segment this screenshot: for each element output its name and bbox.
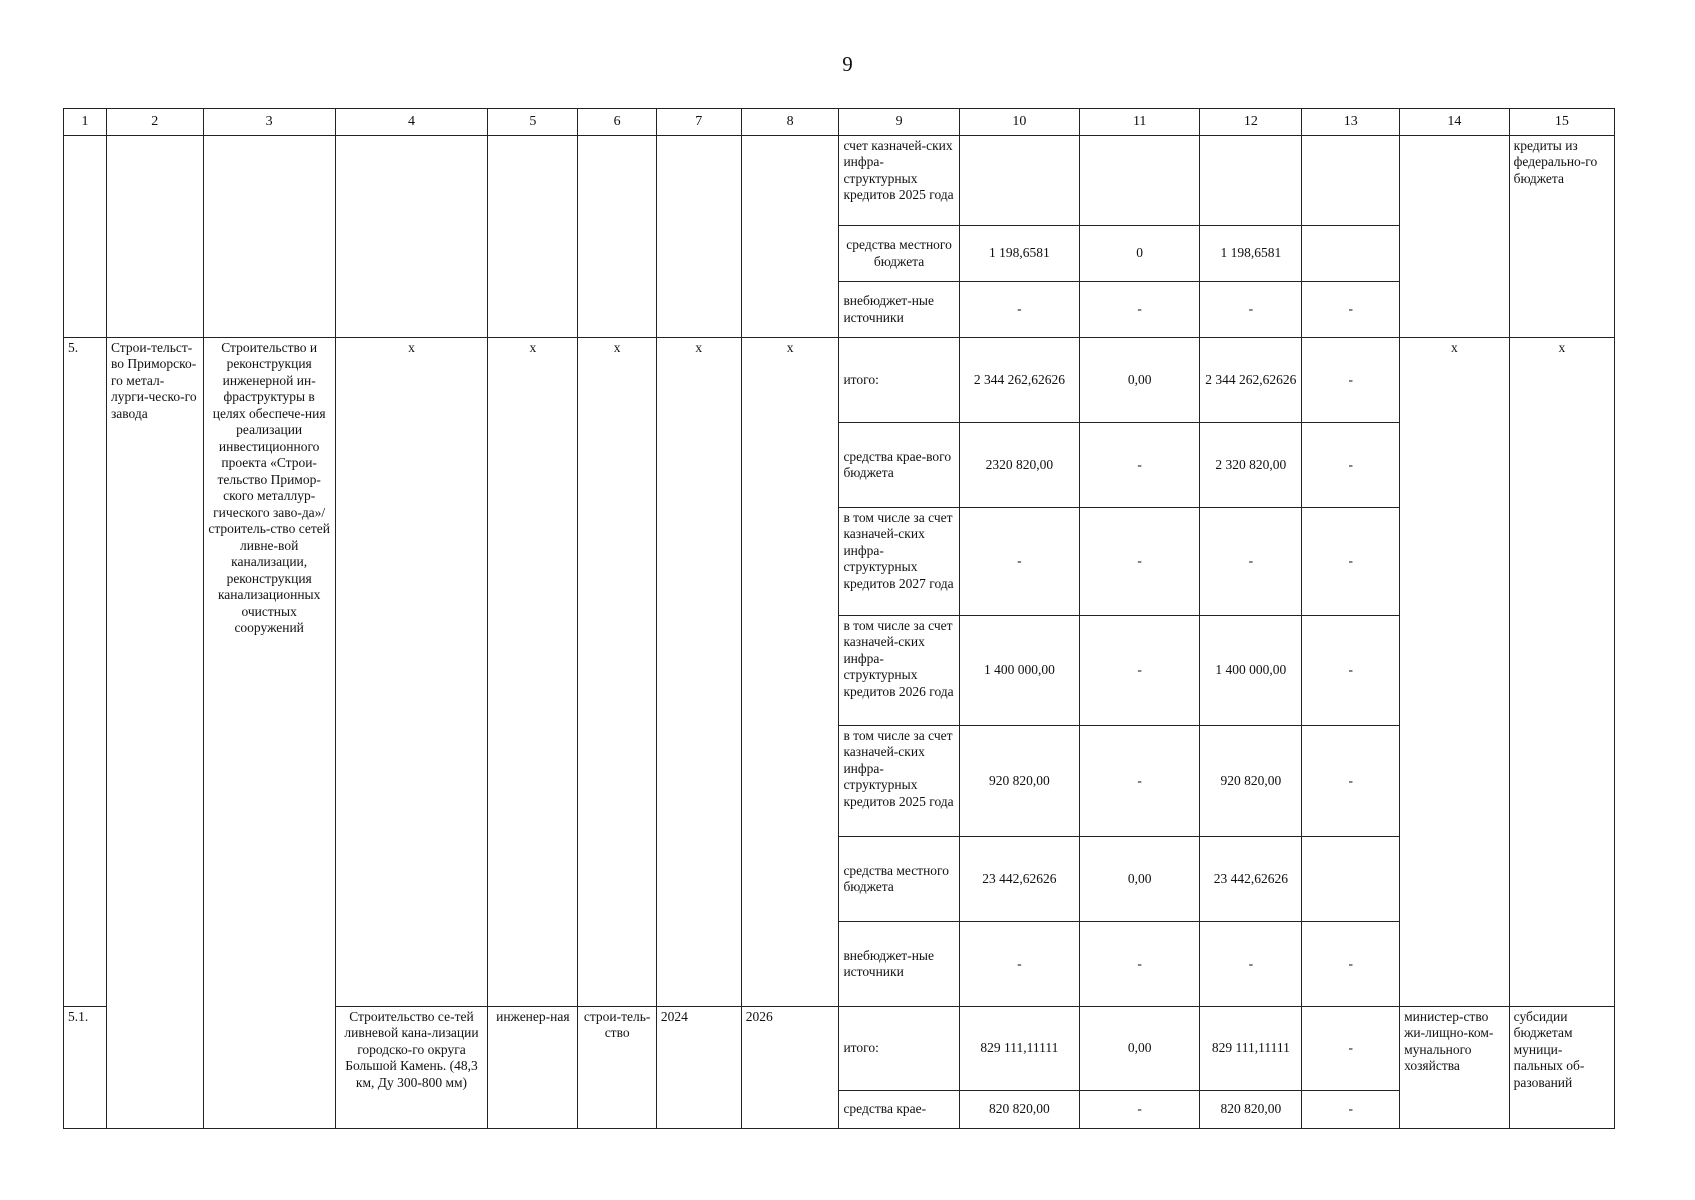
value-cell: - xyxy=(1302,508,1400,616)
funding-type-cell: кредиты из федерально-го бюджета xyxy=(1509,136,1614,338)
value-cell: 0,00 xyxy=(1080,1007,1200,1091)
header-cell: 5 xyxy=(488,109,578,136)
value-cell: 920 820,00 xyxy=(1200,726,1302,837)
value-cell: - xyxy=(1302,922,1400,1007)
value-cell xyxy=(1302,226,1400,282)
source-cell: счет казначей-ских инфра-структурных кредитов 2025 года xyxy=(839,136,959,226)
marker-cell: x xyxy=(656,338,741,1007)
value-cell: - xyxy=(1200,282,1302,338)
value-cell: - xyxy=(959,508,1079,616)
value-cell: 1 198,6581 xyxy=(959,226,1079,282)
value-cell: - xyxy=(1302,616,1400,726)
value-cell: 2 344 262,62626 xyxy=(1200,338,1302,423)
source-cell: средства местного бюджета xyxy=(839,837,959,922)
value-cell: - xyxy=(1080,282,1200,338)
header-cell: 12 xyxy=(1200,109,1302,136)
measure-description: Строительство се-тей ливневой кана-лизации городско-го округа Большой Камень. (48,3 км, Ду 300-800 мм) xyxy=(335,1007,488,1129)
value-cell: 23 442,62626 xyxy=(1200,837,1302,922)
value-cell: - xyxy=(1302,282,1400,338)
value-cell: - xyxy=(1200,508,1302,616)
value-cell: - xyxy=(959,282,1079,338)
value-cell: 0,00 xyxy=(1080,837,1200,922)
source-cell: в том числе за счет казначей-ских инфра-структурных кредитов 2027 года xyxy=(839,508,959,616)
header-cell: 7 xyxy=(656,109,741,136)
value-cell: - xyxy=(1080,423,1200,508)
object-name: Строи-тельст-во Приморско-го метал-лурги-ческо-го завода xyxy=(106,338,203,1129)
source-cell: внебюджет-ные источники xyxy=(839,282,959,338)
header-cell: 14 xyxy=(1400,109,1510,136)
value-cell: 0 xyxy=(1080,226,1200,282)
header-cell: 11 xyxy=(1080,109,1200,136)
value-cell: 820 820,00 xyxy=(959,1091,1079,1129)
page-number: 9 xyxy=(842,52,853,76)
value-cell: - xyxy=(1080,726,1200,837)
value-cell: - xyxy=(959,922,1079,1007)
work-type-cell: строи-тель-ство xyxy=(578,1007,656,1129)
value-cell: 820 820,00 xyxy=(1200,1091,1302,1129)
value-cell: - xyxy=(1302,338,1400,423)
value-cell: 1 198,6581 xyxy=(1200,226,1302,282)
value-cell: 829 111,11111 xyxy=(1200,1007,1302,1091)
value-cell xyxy=(1302,837,1400,922)
value-cell: 2320 820,00 xyxy=(959,423,1079,508)
header-cell: 9 xyxy=(839,109,959,136)
responsible-cell: министер-ство жи-лищно-ком-мунального хозяйства xyxy=(1400,1007,1510,1129)
source-cell: средства крае- xyxy=(839,1091,959,1129)
marker-cell: x xyxy=(335,338,488,1007)
marker-cell: x xyxy=(578,338,656,1007)
header-cell: 2 xyxy=(106,109,203,136)
value-cell: 2 320 820,00 xyxy=(1200,423,1302,508)
measure-description: Строительство и реконструкция инженерной ин-фраструктуры в целях обеспече-ния реализации инвестиционного проекта «Строи-тельство Примор-ского металлур-гического заво-да»/ строитель-ство сетей ливне-вой канализации, реконструкция канализационных очистных сооружений xyxy=(203,338,335,1129)
header-cell: 1 xyxy=(64,109,107,136)
start-year: 2024 xyxy=(656,1007,741,1129)
funding-type-cell: субсидии бюджетам муници-пальных об-разований xyxy=(1509,1007,1614,1129)
source-cell: средства крае-вого бюджета xyxy=(839,423,959,508)
source-cell: внебюджет-ные источники xyxy=(839,922,959,1007)
table-row xyxy=(64,338,1615,423)
value-cell: - xyxy=(1302,726,1400,837)
header-cell: 4 xyxy=(335,109,488,136)
value-cell: - xyxy=(1080,616,1200,726)
value-cell: - xyxy=(1080,1091,1200,1129)
source-cell: в том числе за счет казначей-ских инфра-структурных кредитов 2025 года xyxy=(839,726,959,837)
source-cell: средства местного бюджета xyxy=(839,226,959,282)
value-cell: - xyxy=(1200,922,1302,1007)
header-cell: 6 xyxy=(578,109,656,136)
item-number: 5. xyxy=(64,338,107,1007)
value-cell: 920 820,00 xyxy=(959,726,1079,837)
marker-cell: x xyxy=(488,338,578,1007)
header-row xyxy=(64,109,1615,136)
end-year: 2026 xyxy=(741,1007,839,1129)
header-cell: 10 xyxy=(959,109,1079,136)
budget-table xyxy=(63,108,1615,1129)
item-number: 5.1. xyxy=(64,1007,107,1129)
value-cell: - xyxy=(1302,1091,1400,1129)
value-cell: 2 344 262,62626 xyxy=(959,338,1079,423)
header-cell: 8 xyxy=(741,109,839,136)
table-row xyxy=(64,136,1615,226)
source-cell: в том числе за счет казначей-ских инфра-структурных кредитов 2026 года xyxy=(839,616,959,726)
value-cell: 1 400 000,00 xyxy=(1200,616,1302,726)
value-cell: 1 400 000,00 xyxy=(959,616,1079,726)
value-cell: 829 111,11111 xyxy=(959,1007,1079,1091)
type-cell: инженер-ная xyxy=(488,1007,578,1129)
value-cell: - xyxy=(1302,423,1400,508)
header-cell: 13 xyxy=(1302,109,1400,136)
value-cell: - xyxy=(1080,922,1200,1007)
source-cell: итого: xyxy=(839,338,959,423)
value-cell: - xyxy=(1080,508,1200,616)
marker-cell: x xyxy=(1400,338,1510,1007)
value-cell: 23 442,62626 xyxy=(959,837,1079,922)
marker-cell: x xyxy=(741,338,839,1007)
header-cell: 3 xyxy=(203,109,335,136)
value-cell: 0,00 xyxy=(1080,338,1200,423)
header-cell: 15 xyxy=(1509,109,1614,136)
value-cell: - xyxy=(1302,1007,1400,1091)
source-cell: итого: xyxy=(839,1007,959,1091)
marker-cell: x xyxy=(1509,338,1614,1007)
